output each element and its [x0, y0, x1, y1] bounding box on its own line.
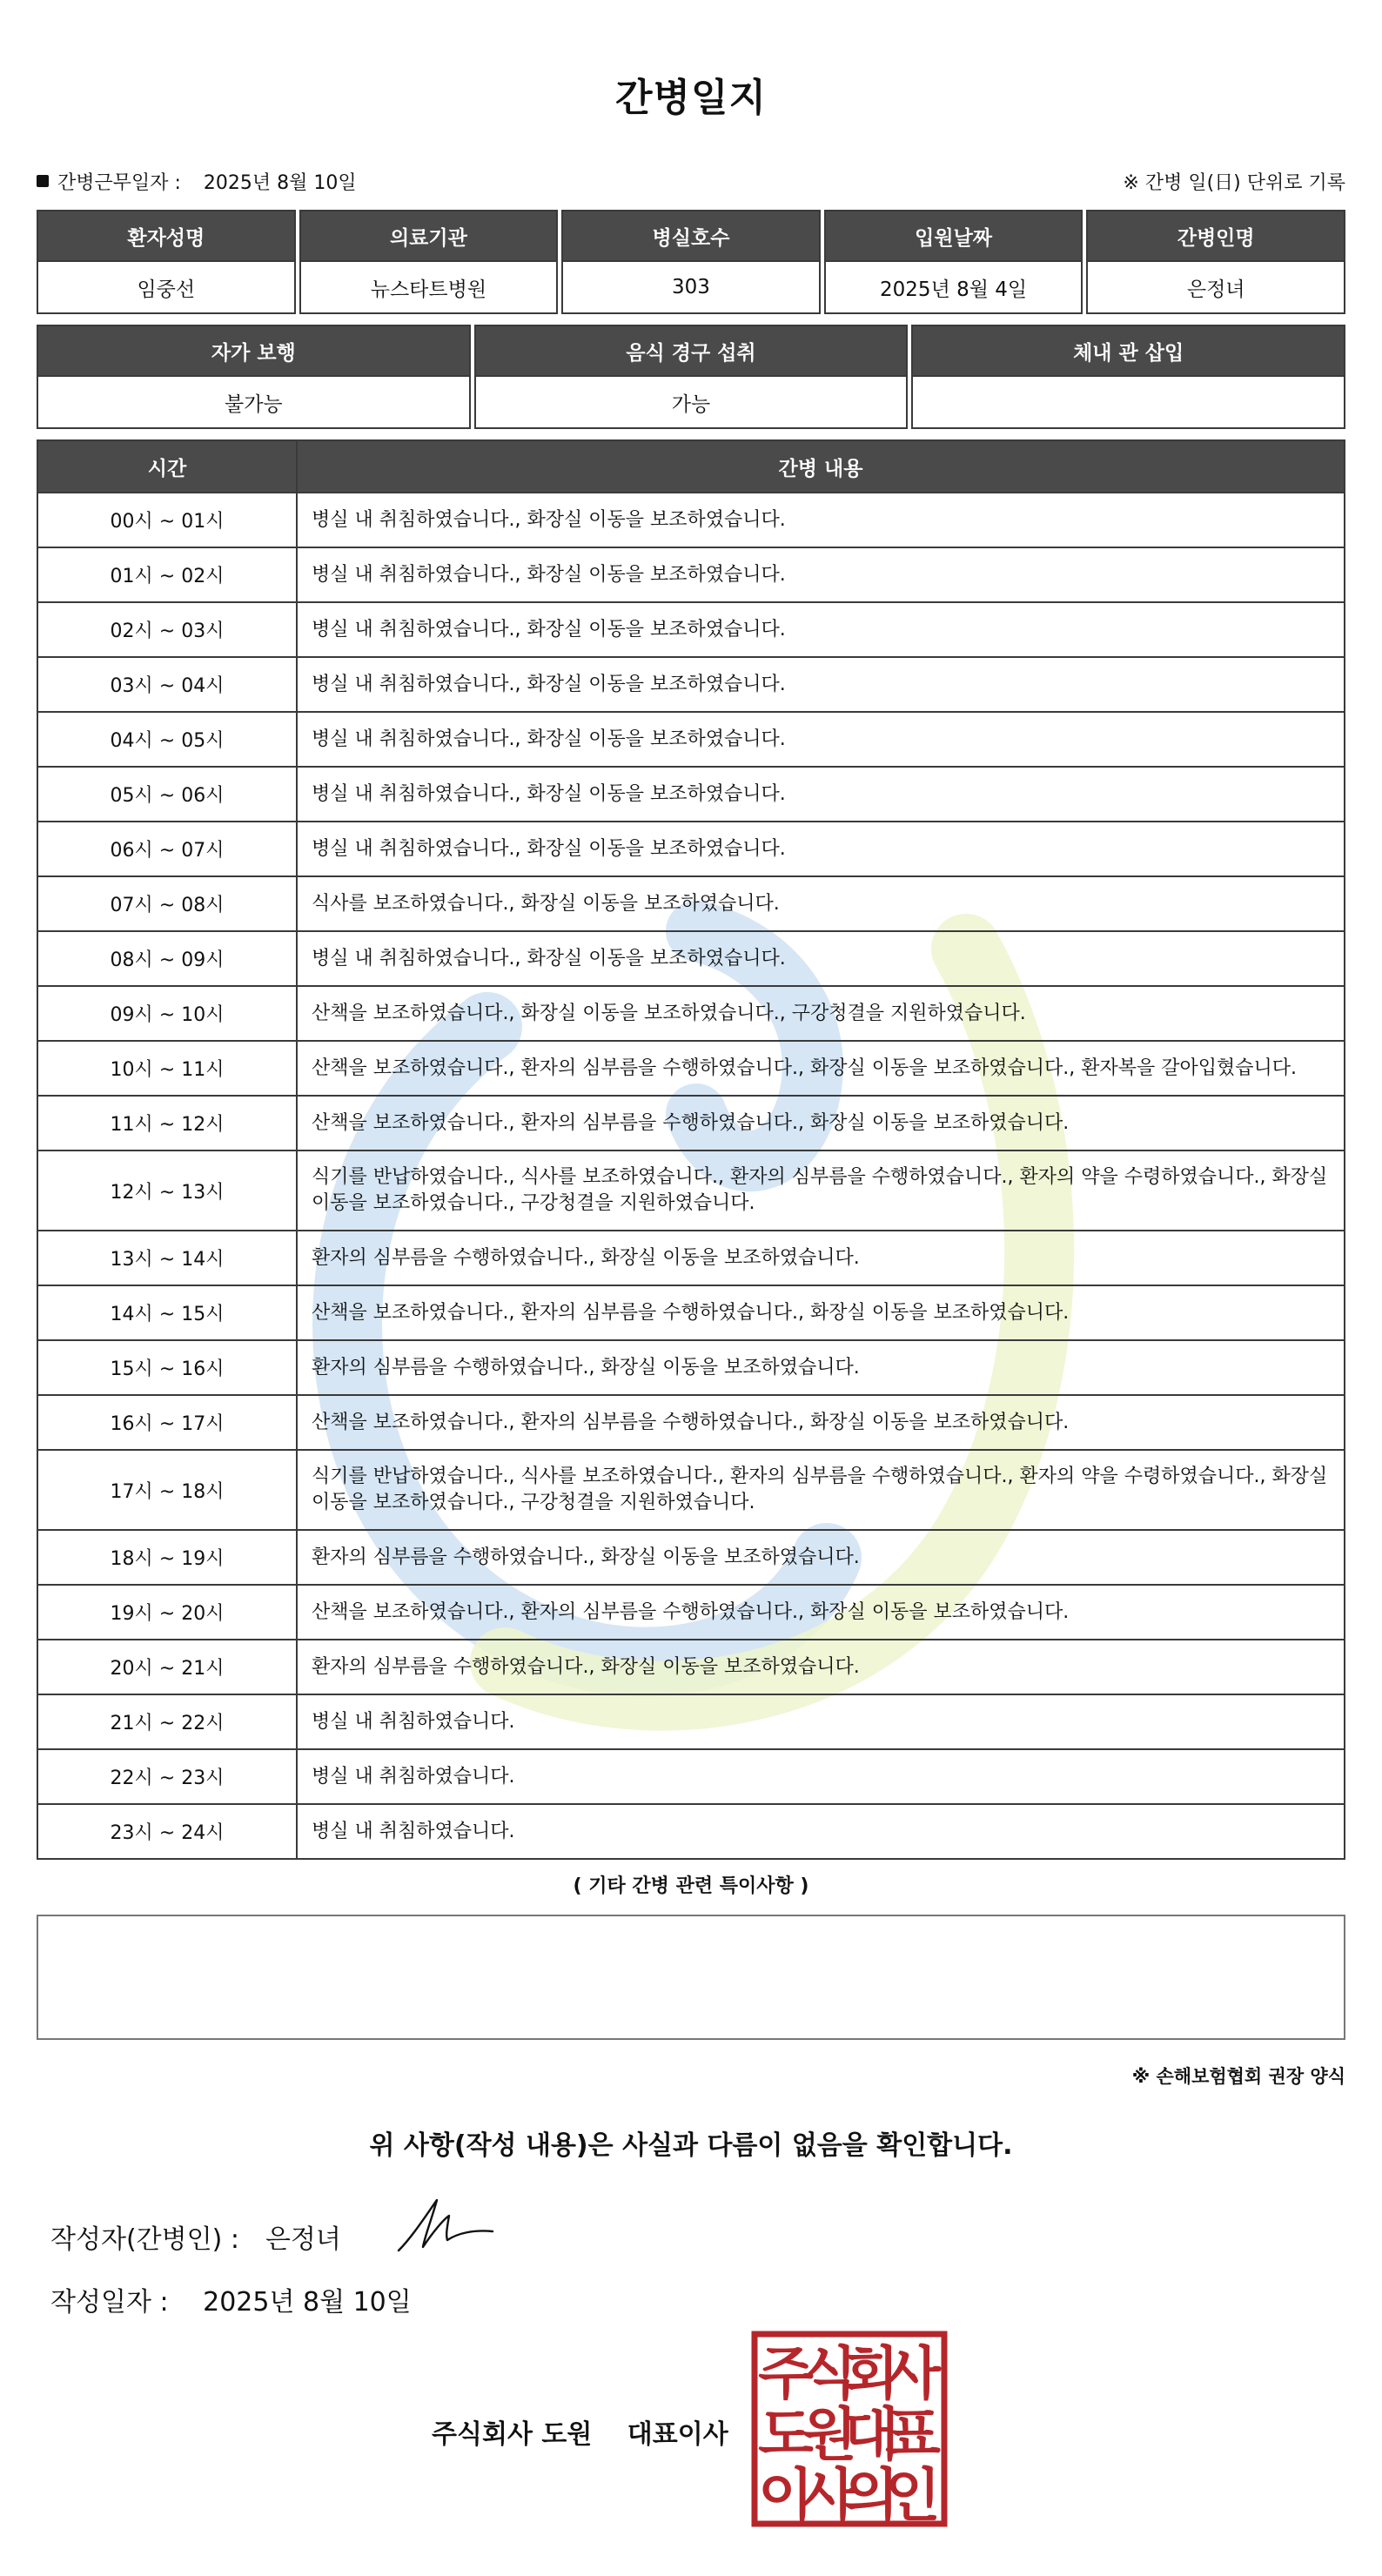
self-walking-value: 불가능 [37, 377, 471, 429]
care-log-row [37, 1340, 1345, 1395]
care-content-cell: 환자의 심부름을 수행하였습니다., 화장실 이동을 보조하였습니다. [297, 1231, 1345, 1285]
care-log-row [37, 767, 1345, 822]
writer-label: 작성자(간병인) : [50, 2224, 239, 2255]
admission-date: 2025년 8월 4일 [824, 262, 1083, 314]
care-content-cell: 병실 내 취침하였습니다., 화장실 이동을 보조하였습니다. [297, 602, 1345, 657]
header-tube-insertion: 체내 관 삽입 [911, 325, 1345, 377]
svg-text:회: 회 [843, 2340, 899, 2407]
care-log-row [37, 657, 1345, 712]
care-content-cell: 산책을 보조하였습니다., 환자의 심부름을 수행하였습니다., 화장실 이동을 보조하였습니다., 환자복을 갈아입혔습니다. [297, 1041, 1345, 1096]
bullet-square-icon [37, 175, 49, 187]
care-content-cell: 병실 내 취침하였습니다. [297, 1749, 1345, 1804]
care-time-cell: 13시 ~ 14시 [37, 1231, 297, 1285]
company-name: 주식회사 도원 [432, 2419, 593, 2450]
svg-text:인: 인 [885, 2462, 941, 2527]
header-care-content: 간병 내용 [297, 440, 1345, 493]
care-content-cell: 환자의 심부름을 수행하였습니다., 화장실 이동을 보조하였습니다. [297, 1640, 1345, 1694]
care-time-cell: 17시 ~ 18시 [37, 1450, 297, 1530]
care-log-row [37, 931, 1345, 986]
care-content-cell: 환자의 심부름을 수행하였습니다., 화장실 이동을 보조하였습니다. [297, 1530, 1345, 1585]
company-seal-icon [751, 2331, 948, 2527]
care-time-cell: 16시 ~ 17시 [37, 1395, 297, 1450]
care-content-cell: 병실 내 취침하였습니다., 화장실 이동을 보조하였습니다. [297, 767, 1345, 822]
care-time-cell: 00시 ~ 01시 [37, 493, 297, 547]
care-content-cell: 식기를 반납하였습니다., 식사를 보조하였습니다., 환자의 심부름을 수행하였습니다., 환자의 약을 수령하였습니다., 화장실 이동을 보조하였습니다., 구강청결을 지원하였습니다. [297, 1450, 1345, 1530]
care-log-row [37, 822, 1345, 876]
care-content-cell: 산책을 보조하였습니다., 환자의 심부름을 수행하였습니다., 화장실 이동을 보조하였습니다. [297, 1096, 1345, 1150]
care-log-row [37, 1231, 1345, 1285]
care-content-cell: 식사를 보조하였습니다., 화장실 이동을 보조하였습니다. [297, 876, 1345, 931]
svg-text:식: 식 [802, 2340, 857, 2407]
form-note: ※ 손해보험협회 권장 양식 [1131, 2066, 1345, 2087]
representative-title: 대표이사 [627, 2419, 728, 2450]
care-content-cell: 병실 내 취침하였습니다., 화장실 이동을 보조하였습니다. [297, 931, 1345, 986]
care-log-table [37, 439, 1345, 1860]
header-admission-date: 입원날짜 [824, 210, 1083, 262]
write-date-label: 작성일자 : [50, 2287, 169, 2318]
patient-info-table [33, 210, 1349, 314]
work-date-label: 간병근무일자 : [57, 171, 181, 194]
header-caregiver-name: 간병인명 [1086, 210, 1345, 262]
svg-text:이: 이 [758, 2462, 814, 2527]
care-content-cell: 병실 내 취침하였습니다. [297, 1804, 1345, 1859]
header-oral-intake: 음식 경구 섭취 [474, 325, 909, 377]
care-time-cell: 15시 ~ 16시 [37, 1340, 297, 1395]
svg-text:도: 도 [758, 2401, 814, 2468]
patient-status-table [33, 325, 1349, 429]
care-content-cell: 병실 내 취침하였습니다., 화장실 이동을 보조하였습니다. [297, 657, 1345, 712]
care-time-cell: 08시 ~ 09시 [37, 931, 297, 986]
care-log-row [37, 602, 1345, 657]
unit-note: ※ 간병 일(日) 단위로 기록 [1123, 171, 1345, 194]
svg-text:의: 의 [843, 2462, 899, 2527]
care-time-cell: 20시 ~ 21시 [37, 1640, 297, 1694]
work-date-value: 2025년 8월 10일 [203, 171, 357, 194]
svg-text:주: 주 [758, 2340, 814, 2407]
header-time: 시간 [37, 440, 297, 493]
care-time-cell: 07시 ~ 08시 [37, 876, 297, 931]
care-content-cell: 식기를 반납하였습니다., 식사를 보조하였습니다., 환자의 심부름을 수행하였습니다., 환자의 약을 수령하였습니다., 화장실 이동을 보조하였습니다., 구강청결을 지원하였습니다. [297, 1150, 1345, 1231]
care-content-cell: 병실 내 취침하였습니다., 화장실 이동을 보조하였습니다. [297, 493, 1345, 547]
care-content-cell: 병실 내 취침하였습니다., 화장실 이동을 보조하였습니다. [297, 547, 1345, 602]
writer-row [50, 2217, 341, 2256]
care-time-cell: 23시 ~ 24시 [37, 1804, 297, 1859]
care-time-cell: 22시 ~ 23시 [37, 1749, 297, 1804]
svg-text:사: 사 [885, 2340, 941, 2407]
care-time-cell: 04시 ~ 05시 [37, 712, 297, 767]
caregiver-name: 은정녀 [1086, 262, 1345, 314]
write-date-row [50, 2280, 412, 2318]
care-log-row [37, 1285, 1345, 1340]
header-hospital: 의료기관 [299, 210, 559, 262]
tube-insertion-value [911, 377, 1345, 429]
svg-text:표: 표 [885, 2401, 941, 2468]
company-row [432, 2412, 728, 2451]
care-content-cell: 산책을 보조하였습니다., 환자의 심부름을 수행하였습니다., 화장실 이동을 보조하였습니다. [297, 1585, 1345, 1640]
care-log-row [37, 1585, 1345, 1640]
care-time-cell: 06시 ~ 07시 [37, 822, 297, 876]
work-date-field [37, 168, 357, 195]
care-time-cell: 18시 ~ 19시 [37, 1530, 297, 1585]
patient-name: 임중선 [37, 262, 296, 314]
care-log-row [37, 1749, 1345, 1804]
writer-name: 은정녀 [265, 2224, 341, 2255]
care-time-cell: 05시 ~ 06시 [37, 767, 297, 822]
header-room-number: 병실호수 [561, 210, 821, 262]
meta-row [37, 165, 1345, 197]
care-content-cell: 병실 내 취침하였습니다., 화장실 이동을 보조하였습니다. [297, 822, 1345, 876]
svg-text:사: 사 [802, 2462, 857, 2527]
confirmation-statement: 위 사항(작성 내용)은 사실과 다름이 없음을 확인합니다. [369, 2130, 1013, 2161]
header-self-walking: 자가 보행 [37, 325, 471, 377]
care-log-row [37, 1694, 1345, 1749]
care-time-cell: 01시 ~ 02시 [37, 547, 297, 602]
oral-intake-value: 가능 [474, 377, 909, 429]
svg-text:대: 대 [843, 2401, 899, 2468]
care-log-row [37, 547, 1345, 602]
care-time-cell: 09시 ~ 10시 [37, 986, 297, 1041]
care-time-cell: 12시 ~ 13시 [37, 1150, 297, 1231]
care-log-row [37, 1096, 1345, 1150]
care-content-cell: 산책을 보조하였습니다., 화장실 이동을 보조하였습니다., 구강청결을 지원하였습니다. [297, 986, 1345, 1041]
care-log-row [37, 1041, 1345, 1096]
hospital-name: 뉴스타트병원 [299, 262, 559, 314]
care-time-cell: 03시 ~ 04시 [37, 657, 297, 712]
care-log-row [37, 493, 1345, 547]
notes-box [37, 1915, 1345, 2040]
care-log-row [37, 986, 1345, 1041]
care-content-cell: 산책을 보조하였습니다., 환자의 심부름을 수행하였습니다., 화장실 이동을 보조하였습니다. [297, 1395, 1345, 1450]
care-content-cell: 산책을 보조하였습니다., 환자의 심부름을 수행하였습니다., 화장실 이동을 보조하였습니다. [297, 1285, 1345, 1340]
care-time-cell: 11시 ~ 12시 [37, 1096, 297, 1150]
care-log-row [37, 1150, 1345, 1231]
page-title: 간병일지 [614, 76, 767, 120]
care-content-cell: 환자의 심부름을 수행하였습니다., 화장실 이동을 보조하였습니다. [297, 1340, 1345, 1395]
care-log-row [37, 712, 1345, 767]
care-log-row [37, 1640, 1345, 1694]
header-patient-name: 환자성명 [37, 210, 296, 262]
care-log-row [37, 1395, 1345, 1450]
room-number: 303 [561, 262, 821, 314]
svg-text:원: 원 [802, 2401, 857, 2468]
write-date-value: 2025년 8월 10일 [203, 2287, 412, 2318]
care-log-row [37, 876, 1345, 931]
care-time-cell: 21시 ~ 22시 [37, 1694, 297, 1749]
care-content-cell: 병실 내 취침하였습니다. [297, 1694, 1345, 1749]
care-content-cell: 병실 내 취침하였습니다., 화장실 이동을 보조하였습니다. [297, 712, 1345, 767]
care-log-row [37, 1450, 1345, 1530]
signature-icon [393, 2193, 498, 2256]
care-log-row [37, 1530, 1345, 1585]
care-time-cell: 14시 ~ 15시 [37, 1285, 297, 1340]
care-time-cell: 19시 ~ 20시 [37, 1585, 297, 1640]
care-time-cell: 10시 ~ 11시 [37, 1041, 297, 1096]
notes-title: ( 기타 간병 관련 특이사항 ) [573, 1875, 809, 1897]
care-time-cell: 02시 ~ 03시 [37, 602, 297, 657]
care-log-row [37, 1804, 1345, 1859]
